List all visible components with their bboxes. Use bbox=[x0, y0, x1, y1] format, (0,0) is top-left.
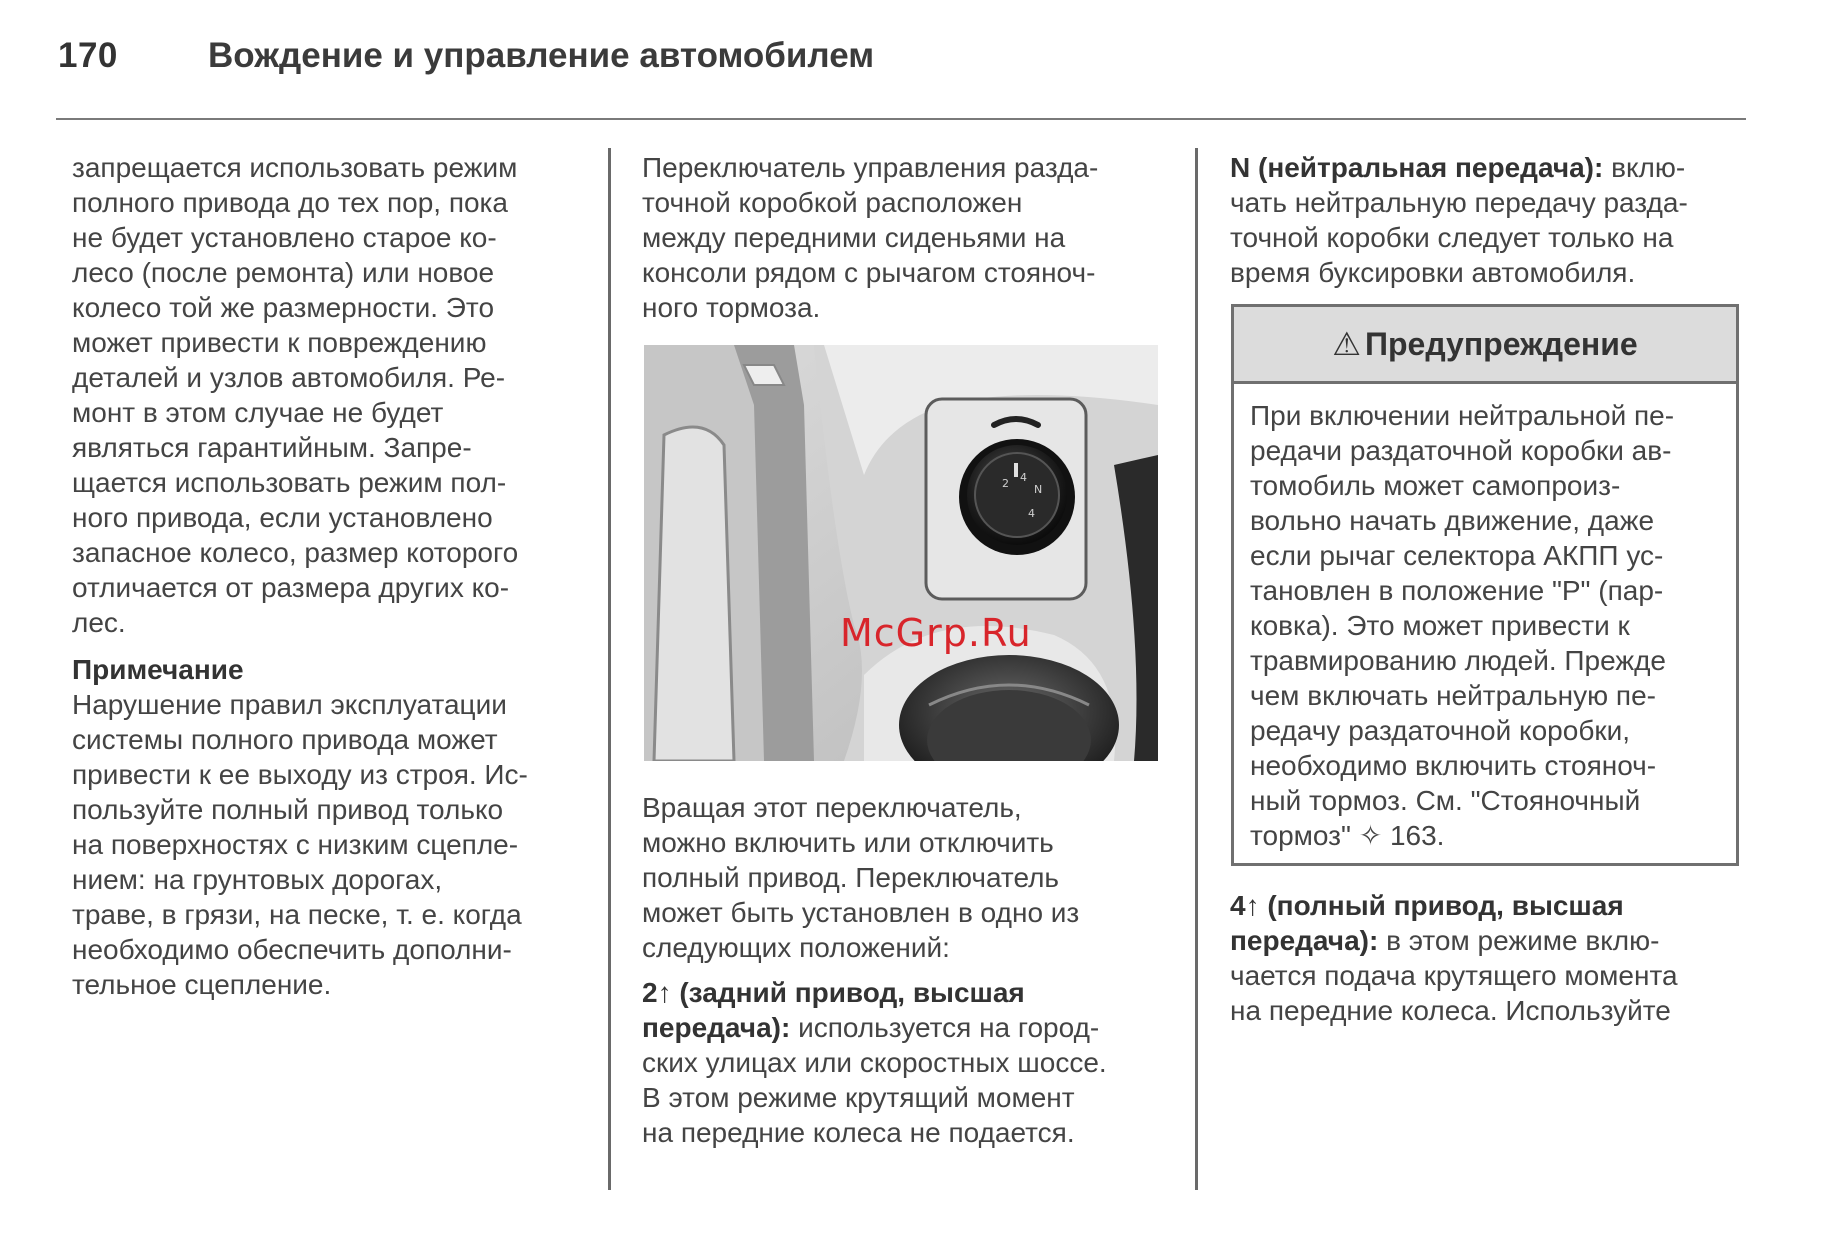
text-line: не будет установлено старое ко- bbox=[72, 222, 497, 253]
column-middle-body bbox=[642, 790, 1182, 1150]
text-line: колесо той же размерности. Это bbox=[72, 292, 495, 323]
column-left bbox=[72, 150, 592, 1002]
text-line: томобиль может самопроиз- bbox=[1250, 470, 1621, 501]
text-line: если рычаг селектора АКПП ус- bbox=[1250, 540, 1664, 571]
text-line: время буксировки автомобиля. bbox=[1230, 257, 1636, 288]
warning-header bbox=[1234, 307, 1736, 384]
text-line: тановлен в положение "P" (пар- bbox=[1250, 575, 1664, 606]
warning-triangle-icon: ⚠ bbox=[1332, 326, 1361, 362]
text-line: в этом режиме вклю- bbox=[1378, 925, 1660, 956]
text-line: может привести к повреждению bbox=[72, 327, 487, 358]
text-line: следующих положений: bbox=[642, 932, 950, 963]
svg-text:2: 2 bbox=[1002, 477, 1009, 490]
text-line: можно включить или отключить bbox=[642, 827, 1054, 858]
note-paragraph bbox=[72, 687, 592, 1002]
svg-text:N: N bbox=[1034, 483, 1043, 496]
parking-brake-reference-link[interactable]: тормоз" ✧ 163. bbox=[1250, 820, 1445, 851]
text-line: запасное колесо, размер которого bbox=[72, 537, 519, 568]
page-title: Вождение и управление автомобилем bbox=[208, 36, 875, 75]
mode-4h-title-cont: передача): bbox=[1230, 925, 1379, 956]
text-line: полного привода до тех пор, пока bbox=[72, 187, 508, 218]
header-divider bbox=[56, 118, 1746, 120]
text-line: используется на город- bbox=[790, 1012, 1100, 1043]
text-line: полный привод. Переключатель bbox=[642, 862, 1060, 893]
text-line: на поверхностях с низким сцепле- bbox=[72, 829, 519, 860]
text-line: При включении нейтральной пе- bbox=[1250, 400, 1675, 431]
text-line: на передние колеса. Используйте bbox=[1230, 995, 1671, 1026]
text-line: может быть установлен в одно из bbox=[642, 897, 1080, 928]
text-line: необходимо включить стояноч- bbox=[1250, 750, 1657, 781]
text-line: редачу раздаточной коробки, bbox=[1250, 715, 1631, 746]
svg-text:4: 4 bbox=[1028, 507, 1035, 520]
text-line: тельное сцепление. bbox=[72, 969, 332, 1000]
note-title: Примечание bbox=[72, 654, 244, 685]
text-line: чем включать нейтральную пе- bbox=[1250, 680, 1656, 711]
column-right-neutral bbox=[1230, 150, 1750, 290]
watermark-text: McGrp.Ru bbox=[840, 611, 1032, 655]
mode-2h-description bbox=[642, 975, 1182, 1150]
column-right-4h bbox=[1230, 888, 1750, 1028]
mode-neutral-title: N (нейтральная передача): bbox=[1230, 152, 1604, 183]
text-line: щается использовать режим пол- bbox=[72, 467, 507, 498]
text-line: консоли рядом с рычагом стояноч- bbox=[642, 257, 1096, 288]
text-line: деталей и узлов автомобиля. Ре- bbox=[72, 362, 506, 393]
text-line: лесо (после ремонта) или новое bbox=[72, 257, 495, 288]
text-line: привести к ее выходу из строя. Ис- bbox=[72, 759, 528, 790]
text-line: запрещается использовать режим bbox=[72, 152, 518, 183]
text-line: вклю- bbox=[1603, 152, 1686, 183]
column-middle-intro bbox=[642, 150, 1182, 325]
text-line: монт в этом случае не будет bbox=[72, 397, 444, 428]
text-line: травмированию людей. Прежде bbox=[1250, 645, 1667, 676]
column-divider-left bbox=[608, 148, 611, 1190]
console-illustration bbox=[644, 345, 1158, 761]
warning-body bbox=[1234, 384, 1736, 853]
text-line: между передними сиденьями на bbox=[642, 222, 1066, 253]
text-line: ного привода, если установлено bbox=[72, 502, 493, 533]
text-line: нием: на грунтовых дорогах, bbox=[72, 864, 443, 895]
text-line: В этом режиме крутящий момент bbox=[642, 1082, 1075, 1113]
transfer-case-selector-figure bbox=[644, 345, 1158, 761]
page-number: 170 bbox=[58, 36, 118, 75]
paragraph-all-wheel-drive-restriction bbox=[72, 150, 592, 640]
warning-box bbox=[1231, 304, 1739, 866]
warning-title: Предупреждение bbox=[1365, 325, 1638, 362]
text-line: Переключатель управления разда- bbox=[642, 152, 1099, 183]
mode-4h-title: 4↑ (полный привод, высшая bbox=[1230, 890, 1624, 921]
text-line: вольно начать движение, даже bbox=[1250, 505, 1655, 536]
text-line: ских улицах или скоростных шоссе. bbox=[642, 1047, 1107, 1078]
svg-text:4: 4 bbox=[1020, 471, 1027, 484]
text-line: отличается от размера других ко- bbox=[72, 572, 510, 603]
text-line: чать нейтральную передачу разда- bbox=[1230, 187, 1688, 218]
text-line: траве, в грязи, на песке, т. е. когда bbox=[72, 899, 522, 930]
text-line: Нарушение правил эксплуатации bbox=[72, 689, 507, 720]
text-line: являться гарантийным. Запре- bbox=[72, 432, 472, 463]
text-line: необходимо обеспечить дополни- bbox=[72, 934, 512, 965]
mode-2h-title-cont: передача): bbox=[642, 1012, 791, 1043]
column-divider-right bbox=[1195, 148, 1198, 1190]
mode-2h-title: 2↑ (задний привод, высшая bbox=[642, 977, 1025, 1008]
text-line: лес. bbox=[72, 607, 126, 638]
text-line: точной коробки следует только на bbox=[1230, 222, 1674, 253]
text-line: редачи раздаточной коробки ав- bbox=[1250, 435, 1672, 466]
text-line: системы полного привода может bbox=[72, 724, 498, 755]
text-line: ного тормоза. bbox=[642, 292, 821, 323]
text-line: ковка). Это может привести к bbox=[1250, 610, 1630, 641]
text-line: ный тормоз. См. "Стояночный bbox=[1250, 785, 1641, 816]
text-line: пользуйте полный привод только bbox=[72, 794, 504, 825]
text-line: чается подача крутящего момента bbox=[1230, 960, 1678, 991]
text-line: на передние колеса не подается. bbox=[642, 1117, 1075, 1148]
text-line: точной коробкой расположен bbox=[642, 187, 1023, 218]
text-line: Вращая этот переключатель, bbox=[642, 792, 1022, 823]
